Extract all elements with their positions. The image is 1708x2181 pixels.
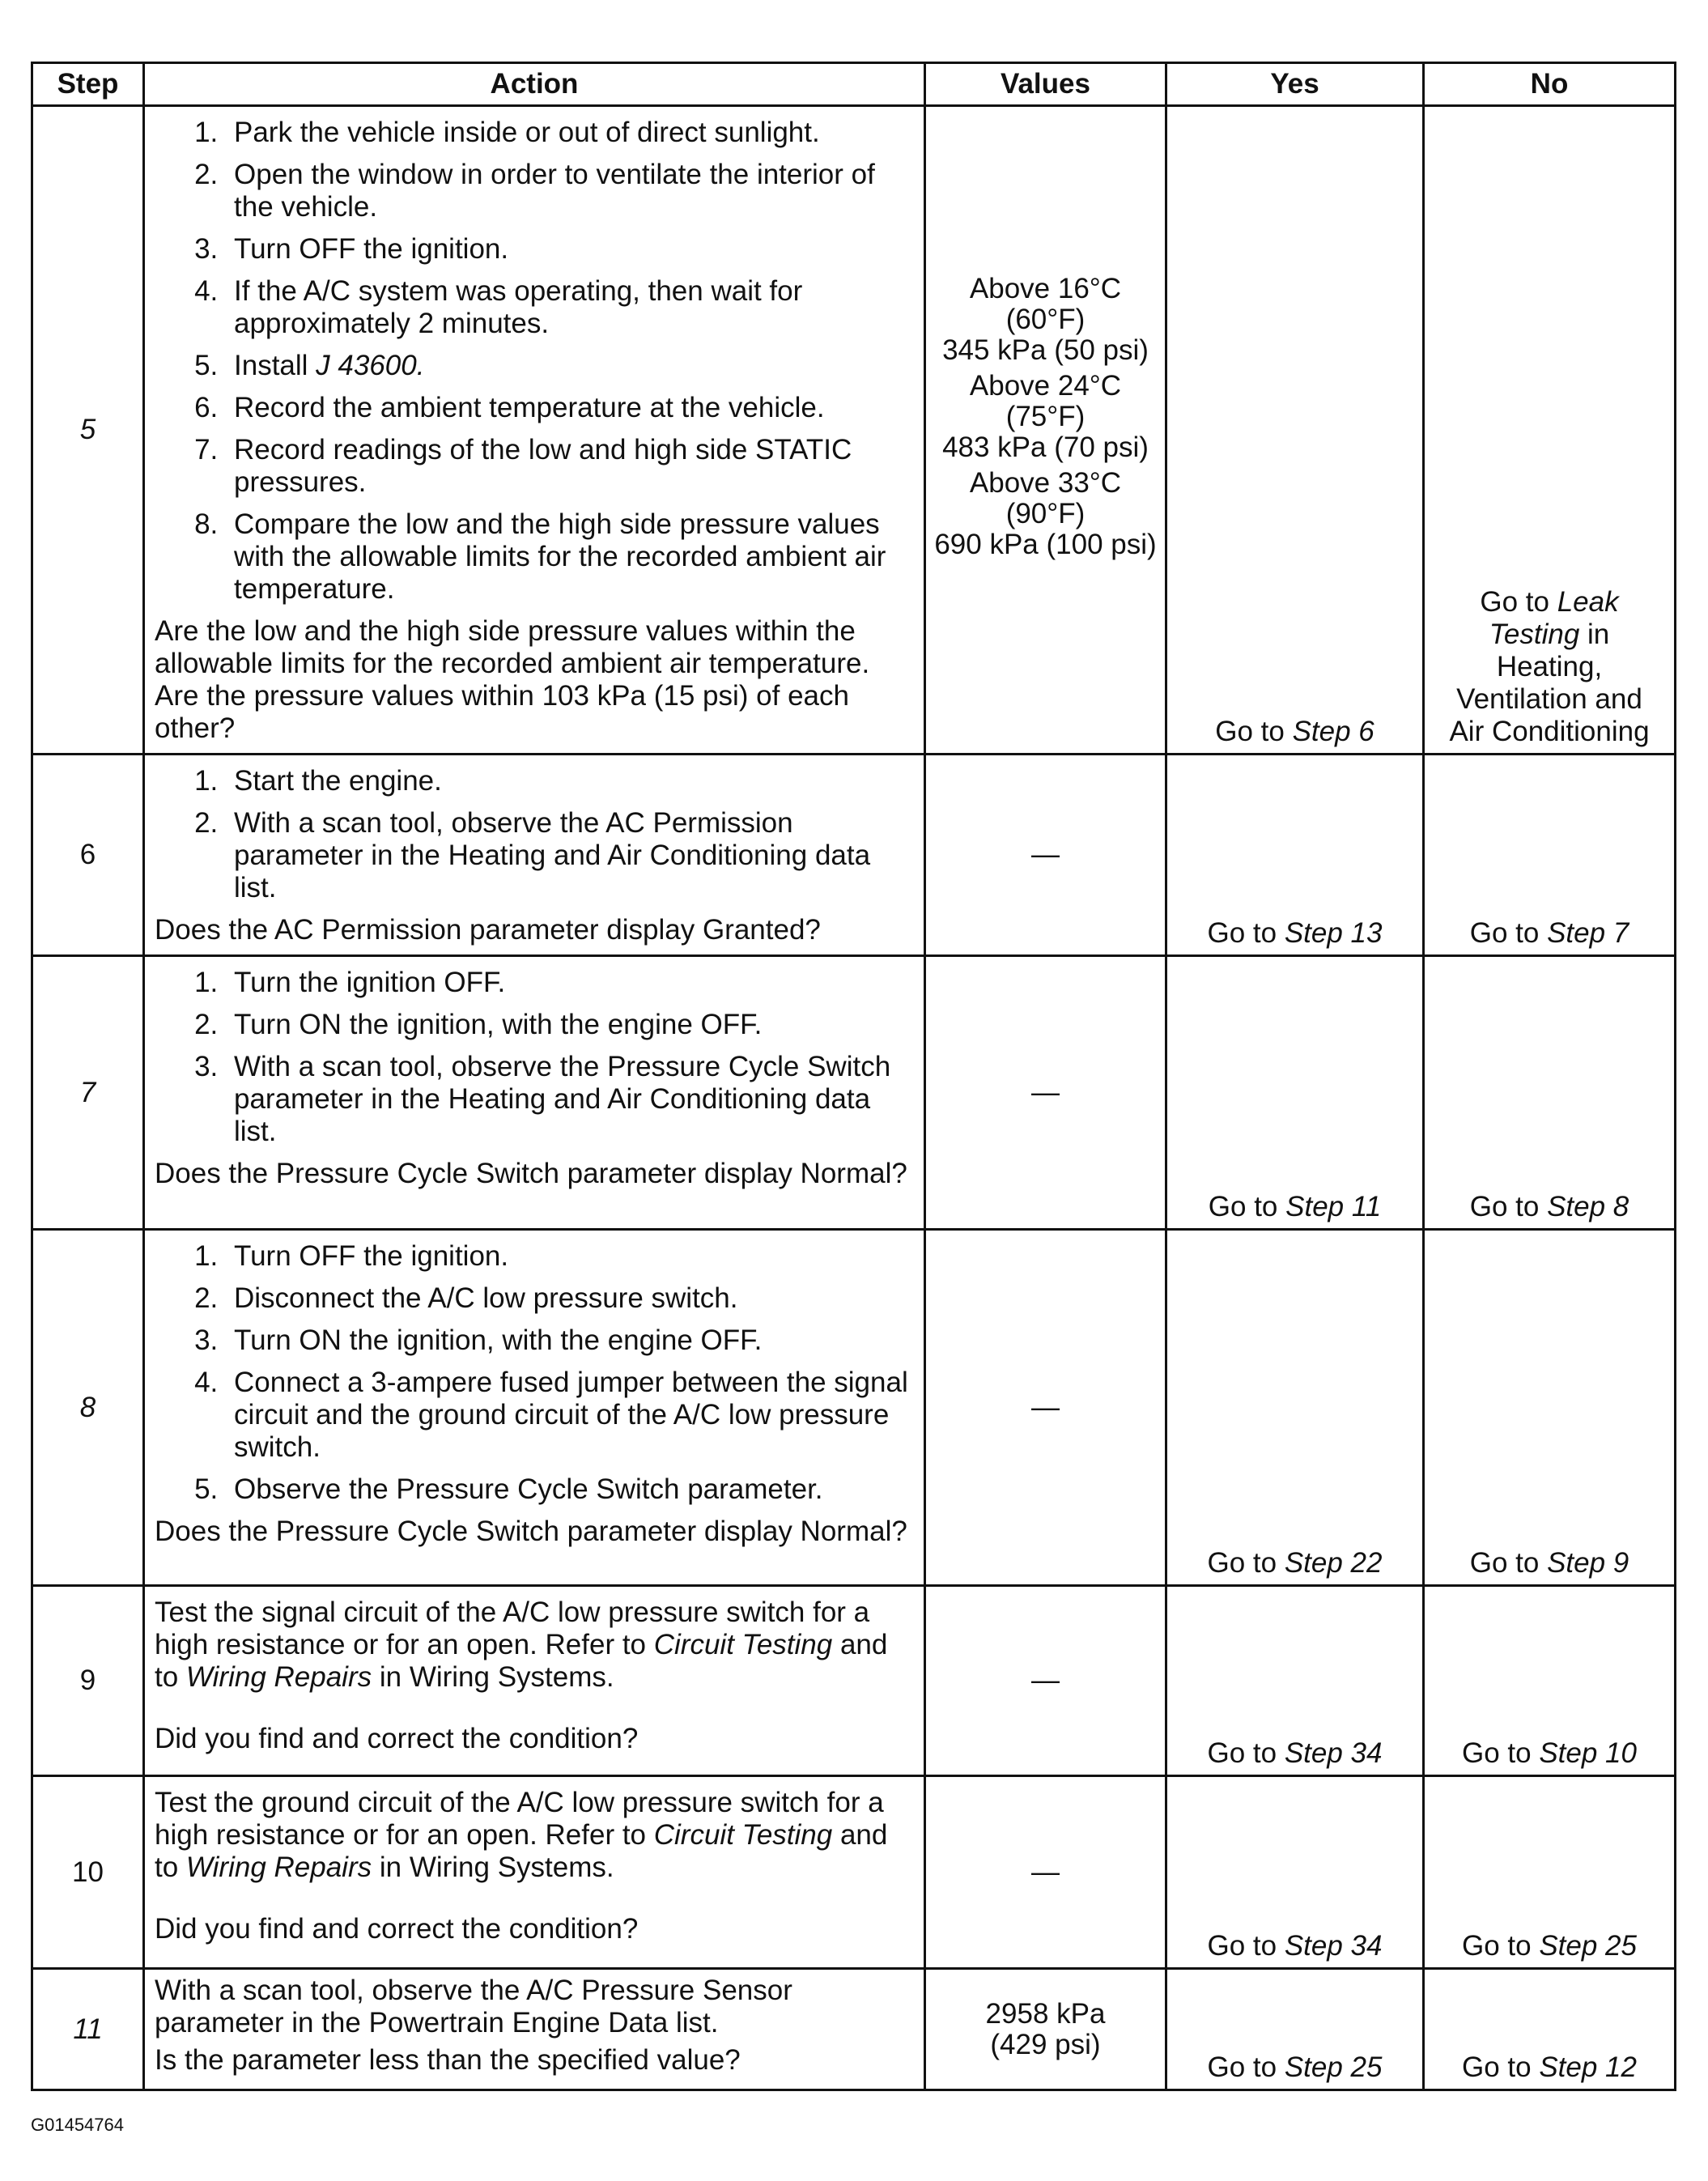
action-list (155, 967, 916, 1148)
list-item: 3. Turn OFF the ignition. (226, 233, 916, 266)
list-item: 2. Disconnect the A/C low pressure switch. (226, 1282, 916, 1315)
action-cell (144, 1586, 925, 1776)
header-action: Action (144, 63, 925, 106)
yes-cell: Go to Step 34 (1166, 1776, 1424, 1969)
action-cell (144, 755, 925, 956)
question-text: Does the AC Permission parameter display Granted? (155, 914, 821, 946)
yes-cell: Go to Step 6 (1166, 106, 1424, 755)
question-text: Does the Pressure Cycle Switch parameter display Normal? (155, 1516, 907, 1547)
table-row (32, 1586, 1676, 1776)
values-cell: — (925, 1776, 1166, 1969)
action-list (155, 117, 916, 606)
step-number: 7 (32, 956, 144, 1230)
yes-cell: Go to Step 22 (1166, 1230, 1424, 1586)
list-item: 2. Open the window in order to ventilate the interior of the vehicle. (226, 159, 916, 223)
action-list (155, 1240, 916, 1506)
list-item: 4. If the A/C system was operating, then wait for approximately 2 minutes. (226, 275, 916, 340)
question-text: Does the Pressure Cycle Switch parameter display Normal? (155, 1158, 907, 1189)
list-item: 5. Observe the Pressure Cycle Switch parameter. (226, 1473, 916, 1506)
values-cell (925, 106, 1166, 755)
list-item: 2. Turn ON the ignition, with the engine OFF. (226, 1009, 916, 1041)
action-cell (144, 956, 925, 1230)
yes-cell: Go to Step 13 (1166, 755, 1424, 956)
table-row (32, 1969, 1676, 2090)
header-row (32, 63, 1676, 106)
action-text: Test the signal circuit of the A/C low pressure switch for a high resistance or for an open. Refer to Circuit Testing and to Wiring Repairs in Wiring Systems. (155, 1596, 888, 1693)
step-number: 11 (32, 1969, 144, 2090)
question-text: Did you find and correct the condition? (155, 1913, 639, 1945)
step-number: 8 (32, 1230, 144, 1586)
value-group: Above 24°C (75°F) 483 kPa (70 psi) (942, 370, 1149, 463)
list-item: 6. Record the ambient temperature at the vehicle. (226, 392, 916, 424)
list-item: 3. Turn ON the ignition, with the engine OFF. (226, 1324, 916, 1357)
step-number: 5 (32, 106, 144, 755)
figure-id: G01454764 (31, 2115, 124, 2135)
values-cell: — (925, 956, 1166, 1230)
list-item: 7. Record readings of the low and high side STATIC pressures. (226, 434, 916, 499)
yes-cell: Go to Step 25 (1166, 1969, 1424, 2090)
values-cell: — (925, 755, 1166, 956)
header-no: No (1424, 63, 1676, 106)
action-cell (144, 1969, 925, 2090)
table-row (32, 1776, 1676, 1969)
value-group: Above 16°C (60°F) 345 kPa (50 psi) (942, 273, 1149, 366)
list-item: 1. Start the engine. (226, 765, 916, 797)
value-group: Above 33°C (90°F) 690 kPa (100 psi) (934, 467, 1157, 560)
step-number: 9 (32, 1586, 144, 1776)
no-cell: Go to Step 10 (1424, 1586, 1676, 1776)
table-row (32, 106, 1676, 755)
no-cell: Go to Step 8 (1424, 956, 1676, 1230)
action-text: Test the ground circuit of the A/C low pressure switch for a high resistance or for an open. Refer to Circuit Testing and to Wiring Repairs in Wiring Systems. (155, 1787, 888, 1883)
yes-cell: Go to Step 34 (1166, 1586, 1424, 1776)
values-cell: — (925, 1230, 1166, 1586)
question-text: Did you find and correct the condition? (155, 1723, 639, 1754)
no-cell: Go to Step 9 (1424, 1230, 1676, 1586)
list-item: 4. Connect a 3-ampere fused jumper between the signal circuit and the ground circuit of the A/C low pressure switch. (226, 1367, 916, 1464)
action-text: With a scan tool, observe the A/C Pressure Sensor parameter in the Powertrain Engine Data list. (155, 1975, 792, 2039)
header-step: Step (32, 63, 144, 106)
list-item: 1. Park the vehicle inside or out of direct sunlight. (226, 117, 916, 149)
table-row (32, 956, 1676, 1230)
no-cell: Go to Step 12 (1424, 1969, 1676, 2090)
list-item: 1. Turn the ignition OFF. (226, 967, 916, 999)
step-number: 10 (32, 1776, 144, 1969)
question-text: Are the low and the high side pressure values within the allowable limits for the recorded ambient air temperature. Are the pressure values within 103 kPa (15 psi) of each other? (155, 615, 870, 744)
list-item: 2. With a scan tool, observe the AC Permission parameter in the Heating and Air Conditioning data list. (226, 807, 916, 904)
header-values: Values (925, 63, 1166, 106)
action-cell (144, 1230, 925, 1586)
action-cell (144, 1776, 925, 1969)
step-number: 6 (32, 755, 144, 956)
list-item: 1. Turn OFF the ignition. (226, 1240, 916, 1273)
action-list (155, 765, 916, 904)
no-cell: Go to Step 7 (1424, 755, 1676, 956)
no-cell: Go to Step 25 (1424, 1776, 1676, 1969)
table-row (32, 1230, 1676, 1586)
header-yes: Yes (1166, 63, 1424, 106)
no-cell: Go to Leak Testing in Heating, Ventilation and Air Conditioning (1424, 106, 1676, 755)
action-cell (144, 106, 925, 755)
diagnostic-table (31, 62, 1676, 2091)
values-cell: 2958 kPa (429 psi) (925, 1969, 1166, 2090)
list-item: 5. Install J 43600. (226, 350, 916, 382)
yes-cell: Go to Step 11 (1166, 956, 1424, 1230)
question-text: Is the parameter less than the specified value? (155, 2044, 741, 2076)
table-row (32, 755, 1676, 956)
list-item: 8. Compare the low and the high side pressure values with the allowable limits for the recorded ambient air temperature. (226, 508, 916, 606)
values-cell: — (925, 1586, 1166, 1776)
list-item: 3. With a scan tool, observe the Pressure Cycle Switch parameter in the Heating and Air Conditioning data list. (226, 1051, 916, 1148)
